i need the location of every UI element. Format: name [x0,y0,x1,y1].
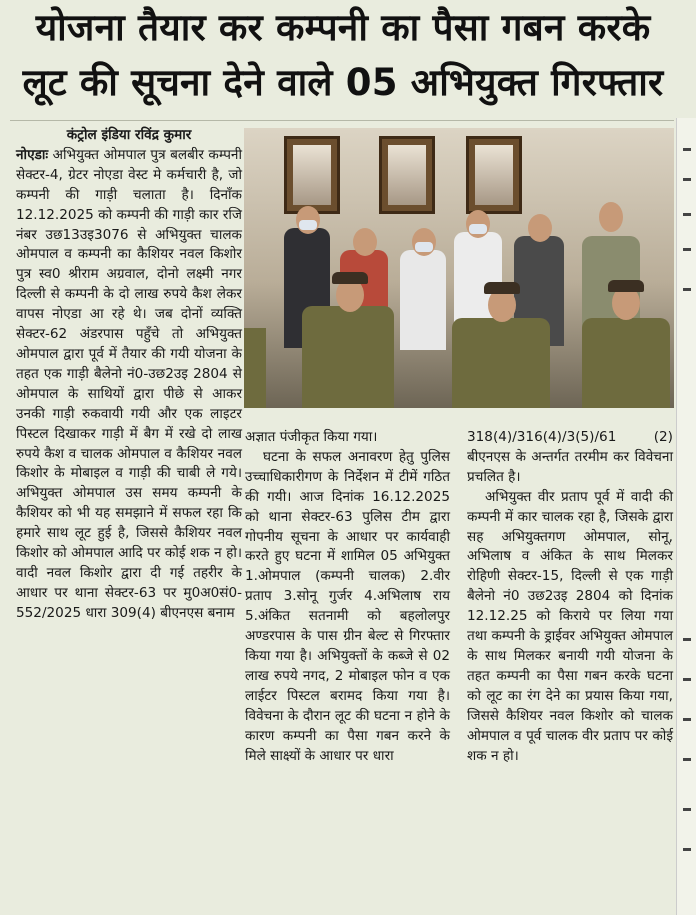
column-2-text: घटना के सफल अनावरण हेतु पुलिस उच्चाधिकारीगण के निर्देशन में टीमें गठित की गयी। आज दिनांक 16.12.2025 को थाना सेक्टर-63 पुलिस टीम द्वारा गोपनीय सूचना के आधार पर कार्यवाही करते हुए घटना में शामिल 05 अभियुक्त 1.ओमपाल (कम्पनी चालक) 2.वीर प्रताप 3.सोनू गुर्जर 4.अभिलाष राय 5.अंकित सतनामी को बहलोलपुर अण्डरपास के पास ग्रीन बेल्ट से गिरफ्तार किया गया है। अभियुक्तों के कब्जे से 02 लाख रुपये नगद, 2 मोबाइल फोन व एक लाईटर पिस्टल बरामद किया गया है। विवेचना के दौरान लूट की घटना न होने के कारण कम्पनी का पैसा गबन करने के मिले साक्ष्यों के आधार पर धारा [245,448,450,764]
police-officer-partial [244,328,266,408]
person-head [353,228,377,256]
column-3-text: अभियुक्त वीर प्रताप पूर्व में वादी की कम्पनी में कार चालक रहा है, जिसके द्वारा सह अभियुक्तगण ओमपाल, सोनू, अभिलाष व अंकित के साथ मिलकर रोहिणी सेक्टर-15, दिल्ली से एक गाड़ी बैलेनो नं0 उछ2उइ 2804 को दिनांक 12.12.25 को किराये पर लिया गया तथा कम्पनी के ड्राईवर अभियुक्त ओमपाल के साथ मिलकर बनायी गयी योजना के तहत कम्पनी का पैसा गबन करके घटना को लूट का रंग देने का प्रयास किया गया, जिससे कैशियर नवल किशोर को चालक ओमपाल व पूर्व चालक वीर प्रताप पर कोई शक न हो। [467,488,673,764]
headline-line-2: लूट की सूचना देने वाले 05 अभियुक्त गिरफ्तार [22,61,664,104]
police-cap [332,272,368,284]
face-mask [469,224,487,234]
police-cap [484,282,520,294]
adjacent-column-edge [676,118,696,915]
headline-rule [10,120,674,121]
column-3-paragraph-1: 318(4)/316(4)/3(5)/61 (2) बीएनएस के अन्तर्गत तरमीम कर विवेचना प्रचलित है। [467,429,673,485]
police-officer [302,306,394,408]
column-1-text: अभियुक्त ओमपाल पुत्र बलबीर कम्पनी सेक्टर-4, ग्रेटर नोएडा वेस्ट मे कर्मचारी है, जो कम्पनी की गाड़ी चलाता है। दिनाँक 12.12.2025 को कम्पनी की गाड़ी कार रजि नंबर उछ13उइ3076 से अभियुक्त चालक ओमपाल व कम्पनी का कैशियर नवल किशोर पुत्र स्व0 श्रीराम अग्रवाल, दोनो लक्ष्मी नगर दिल्ली से कम्पनी के दो लाख रुपये कैश लेकर वापस नोएडा आ रहे थे। जब दोनों व्यक्ति सेक्टर-62 अंडरपास पहुँचे तो अभियुक्त ओमपाल द्वारा पूर्व में तैयार की गयी योजना के तहत एक गाड़ी बैलेनो नं0-उछ2उइ 2804 से ओमपाल के साथियों द्वारा पीछे से आकर उनकी गाड़ी रुकवायी गयी और एक लाइटर पिस्टल दिखाकर गाड़ी में बैग में रखे दो लाख रुपये कैश व चालक ओमपाल व कैशियर नवल किशोर के मोबाइल व गाड़ी की चाबी ले गये। अभियुक्त ओमपाल उस समय कम्पनी के कैशियर को भी यह समझाने में सफल रहा कि हमारे साथ लूट हुई है, जिससे कैशियर नवल किशोर को ओमपाल आदि पर कोई शक न हो। वादी नवल किशोर द्वारा दी गई तहरीर के आधार पर थाना सेक्टर-63 पर मु0अ0सं0-552/2025 धारा 309(4) बीएनएस बनाम [16,146,242,621]
person-head [528,214,552,242]
person-figure [400,250,446,350]
police-officer [582,318,670,408]
news-photo [244,128,674,408]
police-officer [452,318,550,408]
byline: कंट्रोल इंडिया रविंद्र कुमार [66,127,192,143]
article-column-2 [245,428,450,766]
person-head [599,202,623,232]
face-mask [299,220,317,230]
column-2-paragraph-2 [245,448,450,767]
article-column-1 [16,126,242,624]
article-column-3 [467,428,673,766]
column-1-paragraph [16,146,242,624]
portrait-frame [379,136,435,214]
headline-line-1: योजना तैयार कर कम्पनी का पैसा गबन करके [35,6,651,49]
headline [0,0,686,118]
dateline-place: नोएडाः [16,146,49,163]
face-mask [415,242,433,252]
column-3-paragraph-2 [467,488,673,767]
column-2-paragraph-1: अज्ञात पंजीकृत किया गया। [245,429,378,445]
portrait-frame [284,136,340,214]
portrait-frame [466,136,522,214]
police-cap [608,280,644,292]
